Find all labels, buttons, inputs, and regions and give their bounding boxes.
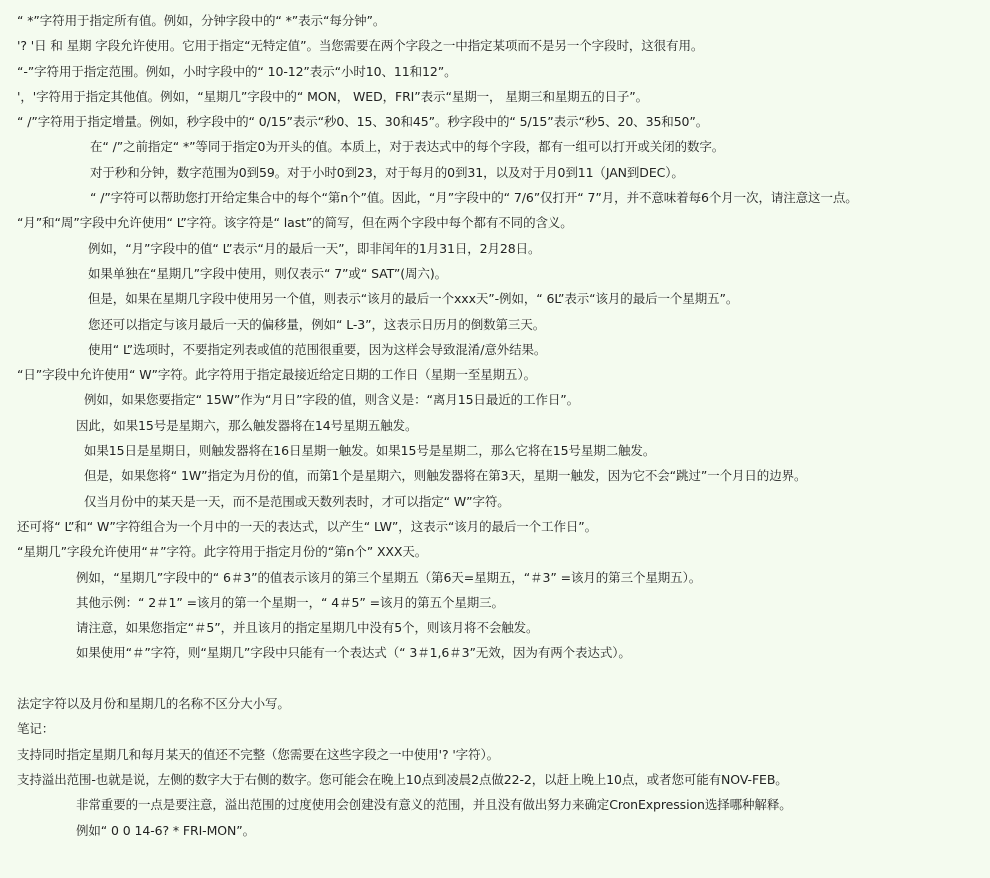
- text-line: 笔记：: [17, 721, 55, 737]
- text-line: “ *”字符用于指定所有值。例如，分钟字段中的“ *”表示“每分钟”。: [17, 13, 386, 28]
- blank-line: [0, 666, 990, 691]
- text-line: “日”字段中允许使用“ W”字符。此字符用于指定最接近给定日期的工作日（星期一至星期五）。: [17, 367, 536, 383]
- text-line: 支持同时指定星期几和每月某天的值还不完整（您需要在这些字段之一中使用'? '字符）。: [17, 746, 500, 762]
- text-line: 例如，如果您要指定“ 15W”作为“月日”字段的值，则含义是：“离月15日最近的工作日”。: [84, 392, 580, 408]
- text-line: '? '日 和 星期 字段允许使用。它用于指定“无特定值”。当您需要在两个字段之一中指定某项而不是另一个字段时，这很有用。: [17, 38, 704, 54]
- text-line: 但是，如果在星期几字段中使用另一个值，则表示“该月的最后一个xxx天”-例如，“ 6L”表示“该月的最后一个星期五”。: [88, 291, 739, 307]
- text-line: 例如“ 0 0 14-6? * FRI-MON”。: [76, 822, 256, 838]
- text-line: 其他示例：“ 2＃1” =该月的第一个星期一，“ 4＃5” =该月的第五个星期三。: [76, 594, 504, 610]
- text-line: “月”和“周”字段中允许使用“ L”字符。该字符是“ last”的简写，但在两个字段中每个都有不同的含义。: [17, 215, 573, 231]
- text-line: 支持溢出范围-也就是说，左侧的数字大于右侧的数字。您可能会在晚上10点到凌晨2点做22-2，以赶上晚上10点，或者您可能有NOV-FEB。: [17, 771, 788, 787]
- text-line: 非常重要的一点是要注意，溢出范围的过度使用会创建没有意义的范围，并且没有做出努力来确定CronExpression选择哪种解释。: [76, 797, 792, 813]
- text-line: “ /”字符用于指定增量。例如，秒字段中的“ 0/15”表示“秒0、15、30和45”。秒字段中的“ 5/15”表示“秒5、20、35和50”。: [17, 114, 709, 130]
- text-line: 还可将“ L”和“ W”字符组合为一个月中的一天的表达式，以产生“ LW”，这表示“该月的最后一个工作日”。: [17, 518, 598, 534]
- text-line: 仅当月份中的某天是一天，而不是范围或天数列表时，才可以指定“ W”字符。: [84, 493, 510, 509]
- text-line: 如果15日是星期日，则触发器将在16日星期一触发。如果15号是星期二，那么它将在15号星期二触发。: [84, 443, 656, 459]
- text-line: 法定字符以及月份和星期几的名称不区分大小写。: [17, 696, 290, 712]
- text-line: '，'字符用于指定其他值。例如，“星期几”字段中的“ MON， WED，FRI”表示“星期一， 星期三和星期五的日子”。: [17, 88, 649, 104]
- text-line: 例如，“月”字段中的值“ L”表示“月的最后一天”，即非闰年的1月31日，2月28日。: [88, 240, 541, 256]
- text-line: 对于秒和分钟，数字范围为0到59。对于小时0到23，对于每月的0到31，以及对于月0到11（JAN到DEC）。: [90, 164, 684, 180]
- text-line: 如果单独在“星期几”字段中使用，则仅表示“ 7”或“ SAT”(周六)。: [88, 265, 448, 281]
- text-line: “ /”字符可以帮助您打开给定集合中的每个“第n个”值。因此，“月”字段中的“ 7/6”仅打开“ 7”月，并不意味着每6个月一次，请注意这一点。: [90, 190, 858, 206]
- text-line: 但是，如果您将“ 1W”指定为月份的值，而第1个是星期六，则触发器将在第3天，星期一触发，因为它不会“跳过”一个月日的边界。: [84, 468, 807, 484]
- text-line: 如果使用“＃”字符，则“星期几”字段中只能有一个表达式（“ 3＃1,6＃3”无效，因为有两个表达式）。: [76, 645, 631, 661]
- text-line: “星期几”字段允许使用“＃”字符。此字符用于指定月份的“第n个” XXX天。: [17, 544, 428, 560]
- text-line: 在“ /”之前指定“ *”等同于指定0为开头的值。本质上，对于表达式中的每个字段，都有一组可以打开或关闭的数字。: [90, 139, 725, 155]
- text-line: 请注意，如果您指定“＃5”，并且该月的指定星期几中没有5个，则该月将不会触发。: [76, 620, 539, 636]
- text-line: 因此，如果15号是星期六，那么触发器将在14号星期五触发。: [76, 417, 418, 433]
- text-line: 使用“ L”选项时，不要指定列表或值的范围很重要，因为这样会导致混淆/意外结果。: [88, 341, 547, 357]
- text-line: 例如，“星期几”字段中的“ 6＃3”的值表示该月的第三个星期五（第6天=星期五，“＃3” =该月的第三个星期五）。: [76, 569, 702, 585]
- text-line: “-”字符用于指定范围。例如，小时字段中的“ 10-12”表示“小时10、11和12”。: [17, 63, 457, 79]
- text-line: 您还可以指定与该月最后一天的偏移量，例如“ L-3”，这表示日历月的倒数第三天。: [88, 316, 546, 332]
